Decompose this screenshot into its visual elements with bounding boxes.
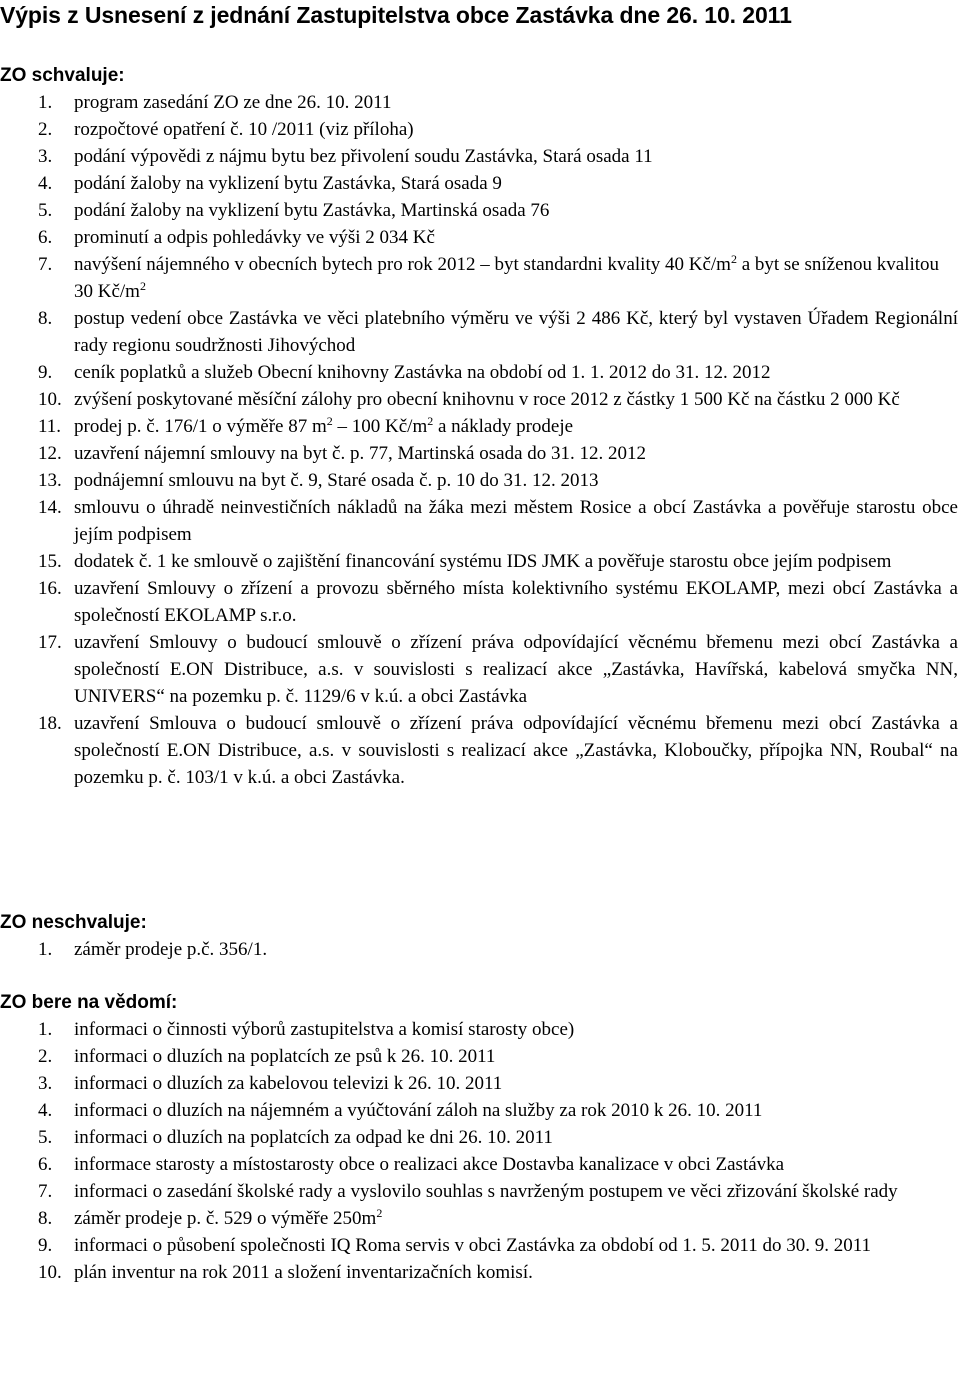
document-title: Výpis z Usnesení z jednání Zastupitelstva obce Zastávka dne 26. 10. 2011 bbox=[0, 2, 792, 28]
list-item: 8. postup vedení obce Zastávka ve věci platebního výměru ve výši 2 486 Kč, který byl vystaven Úřadem Regionální rady regionu soudržnosti Jihovýchod bbox=[38, 308, 958, 356]
section-notes bbox=[0, 989, 960, 1286]
section-heading-notes: ZO bere na vědomí: bbox=[0, 992, 178, 1013]
list-item: 7. navýšení nájemného v obecních bytech pro rok 2012 – byt standardni kvality 40 $Kč/m^2$ a byt se sníženou kvalitou 30 $Kč/m^2$ bbox=[38, 252, 940, 302]
list-item: 17. uzavření Smlouvy o budoucí smlouvě o zřízení práva odpovídající věcnému břemenu mezi obcí Zastávka a společností E.ON Distribuce, a.s. v souvislosti s realizací akce „Zastávka, Havířská, kabelová smyčka NN, UNIVERS“ na pozemku p. č. 1129/6 v k.ú. a obci Zastávka bbox=[38, 632, 958, 707]
list-item: 9. informaci o působení společnosti IQ Roma servis v obci Zastávka za období od 1. 5. 2011 do 30. 9. 2011 bbox=[38, 1235, 871, 1256]
section-heading-rejects: ZO neschvaluje: bbox=[0, 912, 147, 933]
list-item: 3. informaci o dluzích za kabelovou televizi k 26. 10. 2011 bbox=[38, 1073, 503, 1094]
list-item: 13. podnájemní smlouvu na byt č. 9, Staré osada č. p. 10 do 31. 12. 2013 bbox=[38, 470, 599, 491]
list-item: 16. uzavření Smlouvy o zřízení a provozu sběrného místa kolektivního systému EKOLAMP, mezi obcí Zastávka a společností EKOLAMP s.r.o. bbox=[38, 578, 958, 626]
list-item: 14. smlouvu o úhradě neinvestičních nákladů na žáka mezi městem Rosice a obcí Zastávka a pověřuje starostu obce jejím podpisem bbox=[38, 497, 958, 545]
section-heading-approves: ZO schvaluje: bbox=[0, 65, 125, 86]
list-item: 4. podání žaloby na vyklizení bytu Zastávka, Stará osada 9 bbox=[38, 173, 502, 194]
list-item: 9. ceník poplatků a služeb Obecní knihovny Zastávka na období od 1. 1. 2012 do 31. 12. 2012 bbox=[38, 362, 771, 383]
rejects-list bbox=[0, 936, 960, 963]
list-item: 10. plán inventur na rok 2011 a složení inventarizačních komisí. bbox=[38, 1262, 533, 1283]
list-item: 12. uzavření nájemní smlouvy na byt č. p. 77, Martinská osada do 31. 12. 2012 bbox=[38, 443, 647, 464]
list-item: 2. informaci o dluzích na poplatcích ze psů k 26. 10. 2011 bbox=[38, 1046, 496, 1067]
list-item: 4. informaci o dluzích na nájemném a vyúčtování záloh na služby za rok 2010 k 26. 10. 2011 bbox=[38, 1100, 763, 1121]
list-item: 5. informaci o dluzích na poplatcích za odpad ke dni 26. 10. 2011 bbox=[38, 1127, 553, 1148]
list-item: 2. rozpočtové opatření č. 10 /2011 (viz příloha) bbox=[38, 119, 414, 140]
list-item: 15. dodatek č. 1 ke smlouvě o zajištění financování systému IDS JMK a pověřuje starostu obce jejím podpisem bbox=[38, 551, 892, 572]
notes-list bbox=[0, 1016, 960, 1286]
section-approves bbox=[0, 62, 960, 791]
approves-list bbox=[0, 89, 960, 791]
list-item: 18. uzavření Smlouva o budoucí smlouvě o zřízení práva odpovídající věcnému břemenu mezi obcí Zastávka a společností E.ON Distribuce, a.s. v souvislosti s realizací akce „Zastávka, Kloboučky, přípojka NN, Roubal“ na pozemku p. č. 103/1 v k.ú. a obci Zastávka. bbox=[38, 713, 958, 788]
list-item: 6. informace starosty a místostarosty obce o realizaci akce Dostavba kanalizace v obci Zastávka bbox=[38, 1154, 785, 1175]
list-item: 5. podání žaloby na vyklizení bytu Zastávka, Martinská osada 76 bbox=[38, 200, 550, 221]
list-item: 1. program zasedání ZO ze dne 26. 10. 2011 bbox=[38, 92, 392, 113]
list-item: 3. podání výpovědi z nájmu bytu bez přivolení soudu Zastávka, Stará osada 11 bbox=[38, 146, 653, 167]
section-rejects bbox=[0, 909, 960, 963]
list-item: 6. prominutí a odpis pohledávky ve výši 2 034 Kč bbox=[38, 227, 435, 248]
list-item: 8. záměr prodeje p. č. 529 o výměře $250m^2$ bbox=[38, 1206, 383, 1229]
list-item: 1. informaci o činnosti výborů zastupitelstva a komisí starosty obce) bbox=[38, 1019, 575, 1040]
list-item: 1. záměr prodeje p.č. 356/1. bbox=[38, 939, 268, 960]
list-item: 10. zvýšení poskytované měsíční zálohy pro obecní knihovnu v roce 2012 z částky 1 500 Kč na částku 2 000 Kč bbox=[38, 389, 900, 410]
list-item: 11. prodej p. č. 176/1 o výměře 87 $m^2 - 100$ $Kč/m^2$ a náklady prodeje bbox=[38, 414, 574, 437]
list-item: 7. informaci o zasedání školské rady a vyslovilo souhlas s navrženým postupem ve věci zřizování školské rady bbox=[38, 1181, 898, 1202]
